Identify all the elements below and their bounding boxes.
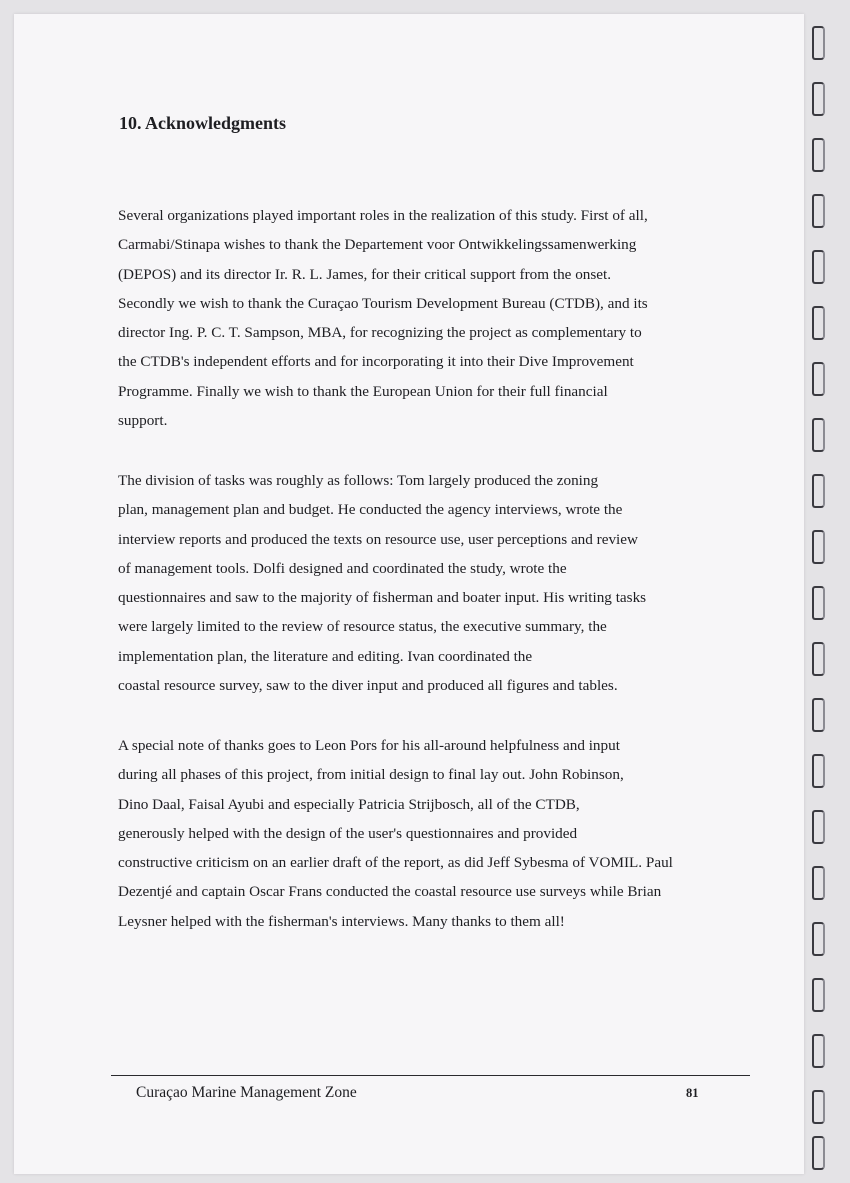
text-line: of management tools. Dolfi designed and coordinated the study, wrote the xyxy=(118,559,567,577)
text-line: generously helped with the design of the user's questionnaires and provided xyxy=(118,824,578,842)
text-line: coastal resource survey, saw to the diver input and produced all figures and tables. xyxy=(118,677,618,695)
text-line: plan, management plan and budget. He conducted the agency interviews, wrote the xyxy=(118,501,623,519)
binding-ring xyxy=(812,194,825,228)
text-line: Secondly we wish to thank the Curaçao Tourism Development Bureau (CTDB), and its xyxy=(118,294,648,312)
binding-ring xyxy=(812,26,825,60)
text-line: (DEPOS) and its director Ir. R. L. James, for their critical support from the onset. xyxy=(118,265,612,283)
binding-ring xyxy=(812,82,825,116)
spiral-binding xyxy=(806,14,836,1174)
binding-ring xyxy=(812,306,825,340)
binding-ring xyxy=(812,250,825,284)
section-heading: 10. Acknowledgments xyxy=(119,113,287,133)
binding-ring xyxy=(812,138,825,172)
binding-ring xyxy=(812,362,825,396)
text-line: Leysner helped with the fisherman's interviews. Many thanks to them all! xyxy=(118,912,565,930)
binding-ring xyxy=(812,642,825,676)
footer-divider xyxy=(111,1075,750,1076)
text-line: questionnaires and saw to the majority of fisherman and boater input. His writing tasks xyxy=(118,589,647,607)
binding-ring xyxy=(812,922,825,956)
binding-ring xyxy=(812,810,825,844)
binding-ring xyxy=(812,586,825,620)
text-line: Dezentjé and captain Oscar Frans conducted the coastal resource use surveys while Brian xyxy=(118,883,662,901)
text-line: the CTDB's independent efforts and for incorporating it into their Dive Improvement xyxy=(118,353,634,371)
binding-ring xyxy=(812,474,825,508)
binding-ring xyxy=(812,1136,825,1170)
text-line: support. xyxy=(118,412,168,430)
binding-ring xyxy=(812,418,825,452)
binding-ring xyxy=(812,1090,825,1124)
text-line: implementation plan, the literature and editing. Ivan coordinated the xyxy=(118,647,533,665)
text-line: director Ing. P. C. T. Sampson, MBA, for recognizing the project as complementary to xyxy=(118,324,642,342)
text-line: interview reports and produced the texts on resource use, user perceptions and review xyxy=(118,530,638,548)
text-line: were largely limited to the review of resource status, the executive summary, the xyxy=(118,618,607,636)
binding-ring xyxy=(812,698,825,732)
text-line: constructive criticism on an earlier draft of the report, as did Jeff Sybesma of VOMIL. Paul xyxy=(118,854,673,872)
text-line: Programme. Finally we wish to thank the European Union for their full financial xyxy=(118,382,608,400)
text-line: Carmabi/Stinapa wishes to thank the Departement voor Ontwikkelingssamenwerking xyxy=(118,236,637,254)
binding-ring xyxy=(812,978,825,1012)
text-line: Dino Daal, Faisal Ayubi and especially Patricia Strijbosch, all of the CTDB, xyxy=(118,795,580,813)
text-line: The division of tasks was roughly as follows: Tom largely produced the zoning xyxy=(118,472,599,489)
footer-title: Curaçao Marine Management Zone xyxy=(136,1084,357,1101)
paragraph-special-thanks xyxy=(118,731,673,936)
paragraph-division-of-tasks xyxy=(118,466,646,700)
binding-ring xyxy=(812,1034,825,1068)
text-line: Several organizations played important roles in the realization of this study. First of all, xyxy=(118,207,648,224)
binding-ring xyxy=(812,530,825,564)
text-line: during all phases of this project, from initial design to final lay out. John Robinson, xyxy=(118,766,624,784)
binding-ring xyxy=(812,866,825,900)
paragraph-organizations xyxy=(118,201,648,435)
text-line: A special note of thanks goes to Leon Pors for his all-around helpfulness and input xyxy=(118,737,620,754)
page-number: 81 xyxy=(686,1086,699,1100)
binding-ring xyxy=(812,754,825,788)
